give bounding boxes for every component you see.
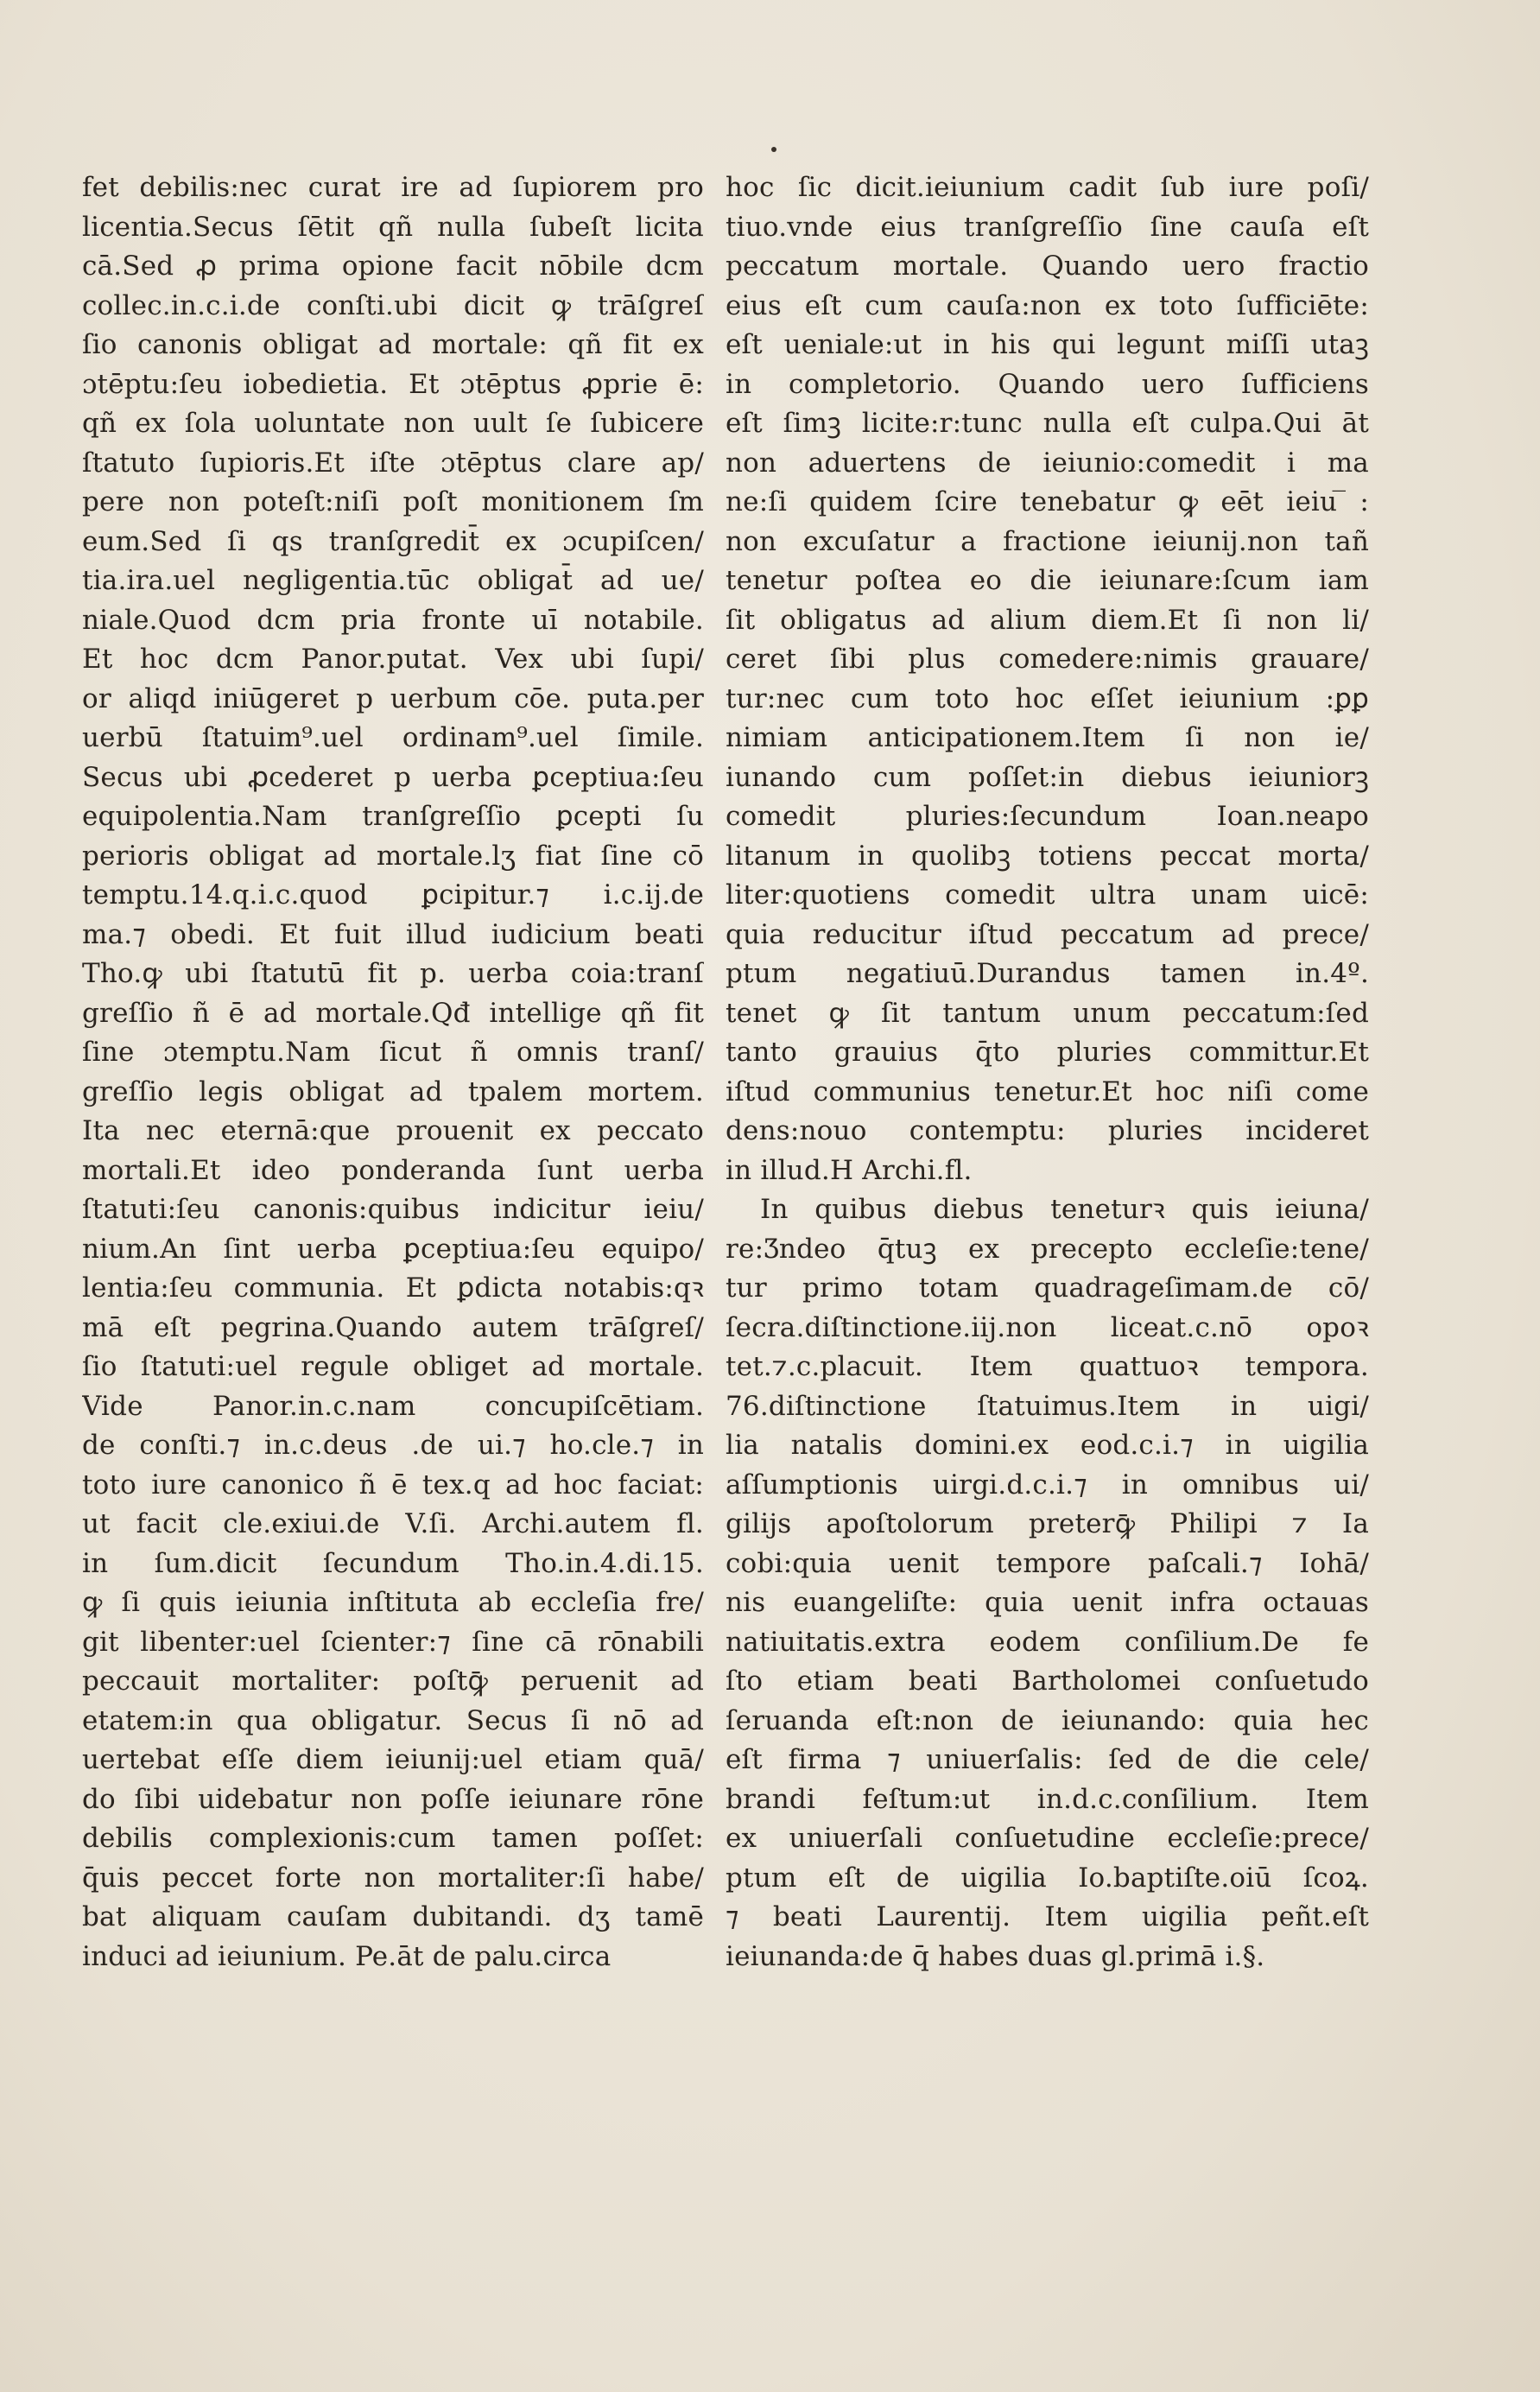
ink-dot — [771, 147, 776, 152]
text-line: de conſti.⁊ in.c.deus .de ui.⁊ ho.cle.⁊ in — [82, 1430, 704, 1461]
text-line: Ita nec eternā:que prouenit ex peccato — [82, 1115, 704, 1146]
text-line: non aduertens de ieiunio:comedit i ma — [726, 447, 1369, 479]
text-line: perioris obligat ad mortale.lʒ fiat ſine cō — [82, 840, 704, 872]
text-line: natiuitatis.extra eodem conſilium.De fe — [726, 1626, 1369, 1658]
text-line: Tho.ꝙ ubi ſtatutū fit p. uerba coia:tranſ — [82, 958, 704, 989]
text-line: ptum negatiuū.Durandus tamen in.4º. — [726, 958, 1369, 989]
text-line: re:Ʒndeo q̄tuꝫ ex precepto eccleſie:tene/ — [726, 1233, 1369, 1265]
left-text-column — [82, 168, 704, 1976]
text-line: gilijs apoſtolorum preterꝙ̄ Philipi ⁊ Ia — [726, 1508, 1369, 1539]
text-line: ne:ſi quidem ſcire tenebatur ꝙ eēt ieiu ̅: — [726, 486, 1369, 517]
text-line: ſtatuti:ſeu canonis:quibus indicitur ieiu/ — [82, 1194, 704, 1225]
text-line: In quibus diebus teneturꝛ quis ieiuna/ — [760, 1194, 1369, 1225]
text-line: or aliqd iniūgeret p uerbum cōe. puta.per — [82, 682, 704, 714]
text-line: mā eſt pegrina.Quando autem trāſgreſ/ — [82, 1311, 704, 1343]
text-line: qñ ex ſola uoluntate non uult ſe ſubicere — [82, 408, 704, 439]
text-line: ma.⁊ obedi. Et fuit illud iudicium beati — [82, 918, 704, 950]
text-line: tur:nec cum toto hoc eſſet ieiunium :ꝑꝑ — [726, 682, 1369, 714]
text-line: greſſio legis obligat ad tpalem mortem. — [82, 1075, 704, 1107]
text-line: niale.Quod dcm pria fronte uī notabile. — [82, 604, 704, 636]
text-line: ptum eſt de uigilia Io.baptiſte.oiū ſcoꝝ. — [726, 1862, 1369, 1894]
text-line: pere non poteſt:niſi poſt monitionem ſm — [82, 486, 704, 517]
text-line: eſt firma ⁊ uniuerſalis: ſed de die cele/ — [726, 1744, 1369, 1775]
text-line: ſio canonis obligat ad mortale: qñ fit ex — [82, 329, 704, 360]
text-line: q̄uis peccet forte non mortaliter:ſi habe/ — [82, 1862, 704, 1894]
text-line: 76.diſtinctione ſtatuimus.Item in uigi/ — [726, 1390, 1369, 1422]
text-line: tet.⁊.c.placuit. Item quattuoꝛ tempora. — [726, 1351, 1369, 1382]
text-line: etatem:in qua obligatur. Secus ſi nō ad — [82, 1704, 704, 1736]
text-line: ſit obligatus ad alium diem.Et ſi non li/ — [726, 604, 1369, 636]
text-line: peccatum mortale. Quando uero fractio — [726, 251, 1369, 282]
text-line: aſſumptionis uirgi.d.c.i.⁊ in omnibus ui/ — [726, 1469, 1369, 1501]
text-line: ɔtēptu:ſeu iobedietia. Et ɔtēptus ꝓprie ē: — [82, 368, 704, 400]
text-line: quia reducitur iſtud peccatum ad prece/ — [726, 918, 1369, 950]
text-line: mortali.Et ideo ponderanda ſunt uerba — [82, 1154, 704, 1186]
text-line: equipolentia.Nam tranſgreſſio ꝑcepti ſu — [82, 801, 704, 832]
text-line: git libenter:uel ſcienter:⁊ ſine cā rōnabili — [82, 1626, 704, 1658]
text-line: in illud.H Archi.fl. — [726, 1154, 973, 1186]
text-line: bat aliquam cauſam dubitandi. dʒ tamē — [82, 1901, 704, 1932]
text-line: uerbū ſtatuim⁹.uel ordinam⁹.uel ſimile. — [82, 722, 704, 753]
text-line: lentia:ſeu communia. Et ꝑdicta notabis:qꝛ — [82, 1272, 704, 1304]
text-line: hoc ſic dicit.ieiunium cadit ſub iure poſi/ — [726, 172, 1369, 203]
text-line: cobi:quia uenit tempore paſcali.⁊ Iohā/ — [726, 1547, 1369, 1579]
text-line: ſine ɔtemptu.Nam ſicut ñ omnis tranſ/ — [82, 1037, 704, 1068]
text-line: non excuſatur a fractione ieiunij.non tañ — [726, 525, 1369, 557]
right-text-column — [726, 168, 1369, 1976]
text-line: comedit pluries:ſecundum Ioan.neapo — [726, 801, 1369, 832]
text-line: temptu.14.q.i.c.quod ꝑcipitur.⁊ i.c.ij.de — [82, 879, 704, 910]
text-line: collec.in.c.i.de conſti.ubi dicit ꝙ trāſgreſ — [82, 289, 704, 321]
text-line: uertebat eſſe diem ieiunij:uel etiam quā/ — [82, 1744, 704, 1775]
text-line: in completorio. Quando uero ſufficiens — [726, 368, 1369, 400]
text-line: ex uniuerſali conſuetudine eccleſie:prece/ — [726, 1823, 1369, 1854]
text-line: in ſum.dicit ſecundum Tho.in.4.di.15. — [82, 1547, 704, 1579]
text-line: greſſio ñ ē ad mortale.Qđ intellige qñ fit — [82, 997, 704, 1029]
text-line: ceret ſibi plus comedere:nimis grauare/ — [726, 644, 1369, 675]
text-line: Vide Panor.in.c.nam concupiſcētiam. — [82, 1390, 704, 1422]
text-line: cā.Sed ꝓ prima opione facit nōbile dcm — [82, 251, 704, 282]
text-line: brandi feſtum:ut in.d.c.conſilium. Item — [726, 1783, 1369, 1815]
text-line: tiuo.vnde eius tranſgreſſio ſine cauſa eſt — [726, 211, 1369, 243]
text-line: ꝙ ſi quis ieiunia inſtituta ab eccleſia fre/ — [82, 1587, 704, 1618]
text-line: ſeruanda eſt:non de ieiunando: quia hec — [726, 1704, 1369, 1736]
text-line: litanum in quolibꝫ totiens peccat morta/ — [726, 840, 1369, 872]
text-line: dens:nouo contemptu: pluries incideret — [726, 1115, 1369, 1146]
text-line: nis euangeliſte: quia uenit infra octauas — [726, 1587, 1369, 1618]
text-line: ⁊ beati Laurentij. Item uigilia peñt.eſt — [726, 1901, 1369, 1932]
text-line: ſtatuto ſupioris.Et iſte ɔtēptus clare ap/ — [82, 447, 704, 479]
text-line: eſt ueniale:ut in his qui legunt miſſi utaꝫ — [726, 329, 1369, 360]
text-line: iſtud communius tenetur.Et hoc niſi come — [726, 1075, 1369, 1107]
text-line: tia.ira.uel negligentia.tūc obligat̄ ad ue/ — [82, 565, 704, 596]
text-line: liter:quotiens comedit ultra unam uicē: — [726, 879, 1369, 910]
text-line: ſio ſtatuti:uel regule obliget ad mortale. — [82, 1351, 704, 1382]
text-line: nium.An ſint uerba ꝑceptiua:ſeu equipo/ — [82, 1233, 704, 1265]
text-line: induci ad ieiunium. Pe.āt de palu.circa — [82, 1940, 612, 1972]
text-line: do ſibi uidebatur non poſſe ieiunare rōne — [82, 1783, 704, 1815]
text-line: Secus ubi ꝓcederet p uerba ꝑceptiua:ſeu — [82, 761, 704, 793]
text-line: debilis complexionis:cum tamen poſſet: — [82, 1823, 704, 1854]
text-line: peccauit mortaliter: poſtꝙ̄ peruenit ad — [82, 1666, 704, 1697]
text-line: ieiunanda:de q̄ habes duas gl.primā i.§. — [726, 1940, 1265, 1972]
text-line: fet debilis:nec curat ire ad ſupiorem pro — [82, 172, 704, 203]
text-line: lia natalis domini.ex eod.c.i.⁊ in uigilia — [726, 1430, 1369, 1461]
text-line: ſto etiam beati Bartholomei conſuetudo — [726, 1666, 1369, 1697]
text-line: eum.Sed ſi qs tranſgredit̄ ex ɔcupiſcen/ — [82, 525, 704, 557]
text-line: ut facit cle.exiui.de V.ſi. Archi.autem fl. — [82, 1508, 704, 1539]
text-line: eſt ſimꝫ licite:r:tunc nulla eſt culpa.Qui āt — [726, 408, 1369, 439]
text-line: nimiam anticipationem.Item ſi non ie/ — [726, 722, 1369, 753]
text-line: ſecra.diſtinctione.iij.non liceat.c.nō opoꝛ — [726, 1311, 1369, 1343]
text-line: Et hoc dcm Panor.putat. Vex ubi ſupi/ — [82, 644, 704, 675]
text-line: iunando cum poſſet:in diebus ieiuniorꝫ — [726, 761, 1369, 793]
text-line: tenet ꝙ ſit tantum unum peccatum:ſed — [726, 997, 1369, 1029]
text-line: tenetur poſtea eo die ieiunare:ſcum iam — [726, 565, 1369, 596]
text-line: licentia.Secus ſētit qñ nulla ſubeſt licita — [82, 211, 704, 243]
text-line: eius eſt cum cauſa:non ex toto ſufficiēte: — [726, 289, 1369, 321]
text-line: tanto grauius q̄to pluries committur.Et — [726, 1037, 1369, 1068]
text-line: tur primo totam quadrageſimam.de cō/ — [726, 1272, 1369, 1304]
text-line: toto iure canonico ñ ē tex.q ad hoc faciat: — [82, 1469, 704, 1501]
